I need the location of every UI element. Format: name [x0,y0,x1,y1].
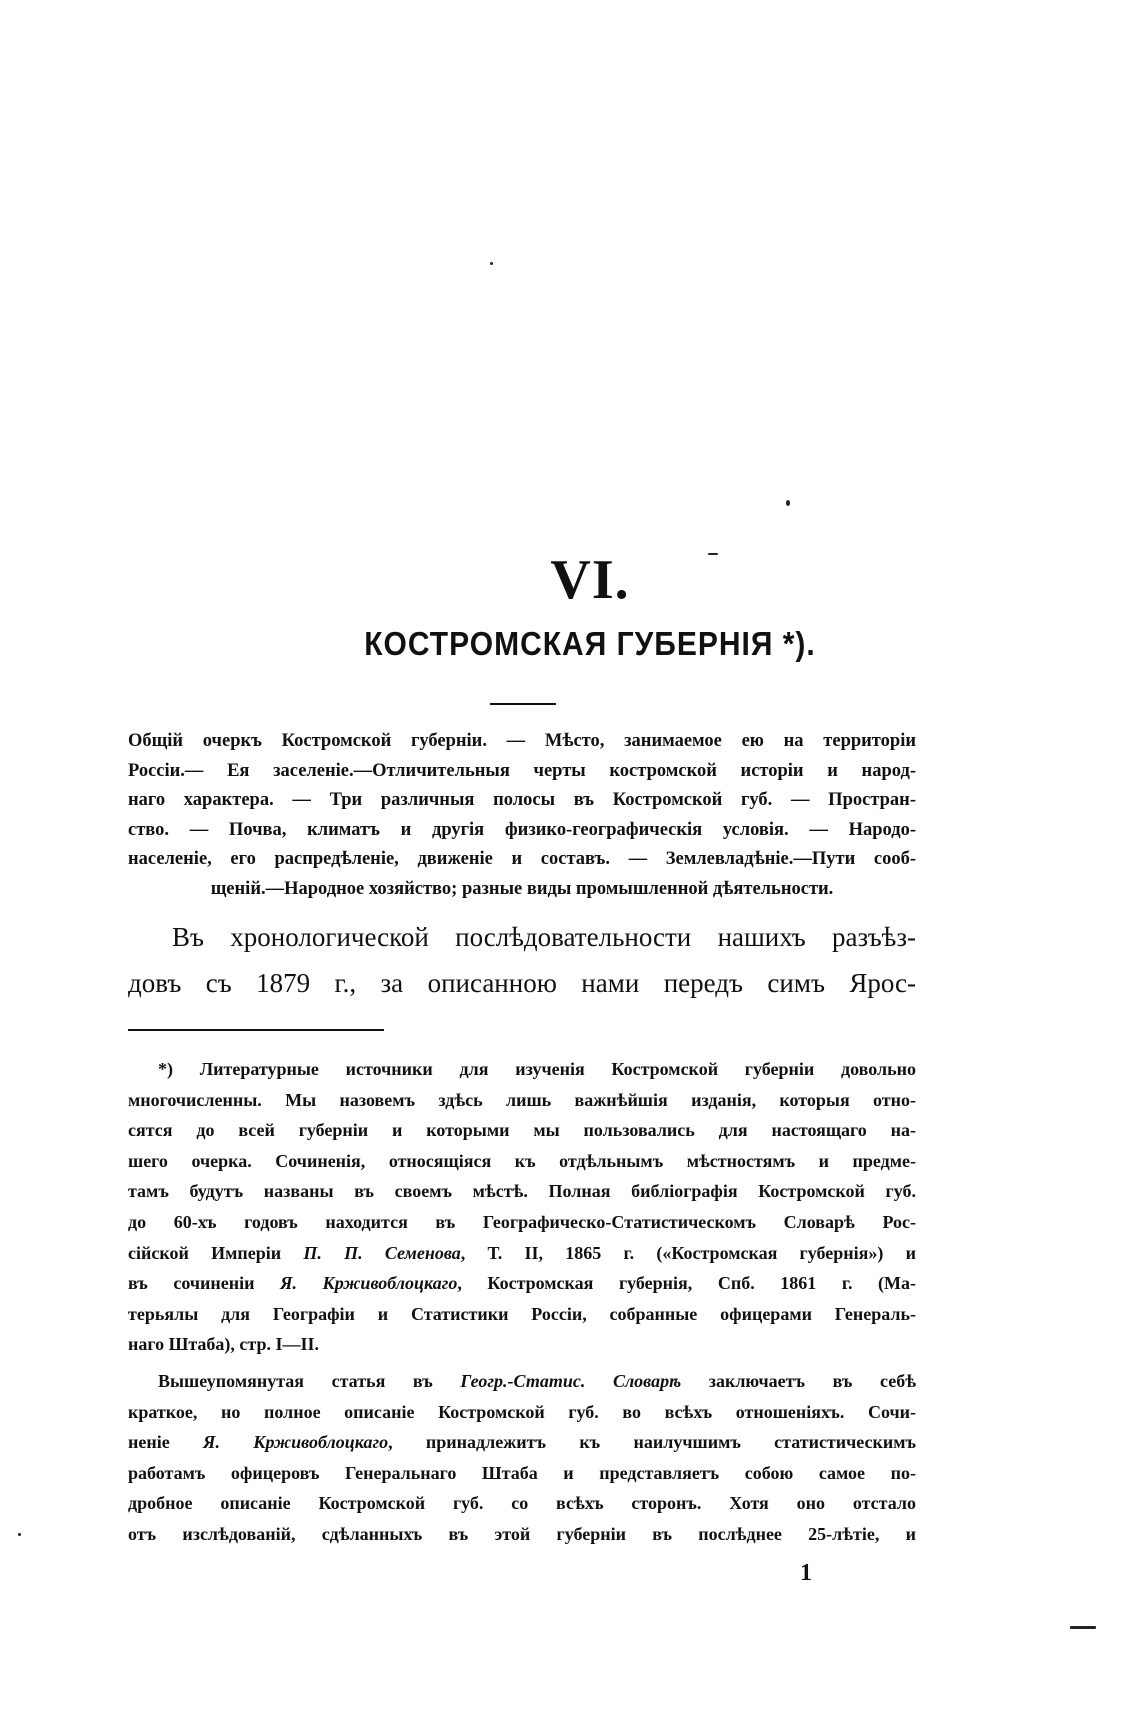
footnote-text: въ сочиненіи [128,1273,281,1294]
synopsis-line: наго характера. — Три различныя полосы въ Костромской губ. — Простран- [128,790,916,811]
work-title: Геогр.-Статис. Словарѣ [460,1370,682,1391]
footnote-text: заключаетъ въ себѣ [681,1370,916,1391]
footnote-divider [128,1029,384,1031]
footnote-line [128,1268,916,1299]
title-divider [490,703,556,705]
author-name: Я. Крживоблоцкаго [280,1273,458,1294]
footnote-line: краткое, но полное описаніе Костромской губ. во всѣхъ отношеніяхъ. Сочи- [128,1401,916,1422]
footnote-line: до 60-хъ годовъ находится въ Географическо-Статистическомъ Словарѣ Рос- [128,1211,916,1232]
footnote-line: дробное описаніе Костромской губ. со всѣхъ сторонъ. Хотя оно отстало [128,1493,916,1514]
scan-speck [786,500,790,506]
scan-speck [490,262,493,265]
footnote-text: , принадлежитъ къ наилучшимъ статистическимъ [388,1432,916,1453]
synopsis-line: ство. — Почва, климатъ и другія физико-географическія условія. — Народо- [128,819,916,840]
author-name: П. П. Семенова [303,1242,461,1263]
footnote-text: Вышеупомянутая статья въ [158,1370,461,1391]
chapter-number: VI. [550,549,630,611]
body-paragraph [128,914,916,1006]
footnote-line: наго Штаба), стр. I—II. [128,1334,319,1355]
body-line: довъ съ 1879 г., за описанною нами передъ симъ Ярос- [128,968,916,998]
footnote-line: многочисленны. Мы назовемъ здѣсь лишь важнѣйшія изданія, которыя отно- [128,1089,916,1110]
synopsis-line: Россіи.— Ея заселеніе.—Отличительныя черты костромской исторіи и народ- [128,760,916,781]
synopsis-line: щеній.—Народное хозяйство; разные виды промышленной дѣятельности. [210,878,834,899]
page-number: 1 [800,1560,812,1586]
footnote-text: , Т. II, 1865 г. («Костромская губернія») и [460,1242,916,1263]
footnote-line: работамъ офицеровъ Генеральнаго Штаба и представляетъ собою самое по- [128,1462,916,1483]
synopsis-line: населеніе, его распредѣленіе, движеніе и составъ. — Землевладѣніе.—Пути сооб- [128,849,916,870]
chapter-synopsis [128,727,916,905]
synopsis-line: Общій очеркъ Костромской губерніи. — Мѣсто, занимаемое ею на территоріи [128,731,916,751]
footnote-line: терьялы для Географіи и Статистики Россіи, собранные офицерами Генераль- [128,1303,916,1324]
footnote-line: сятся до всей губерніи и которыми мы пользовались для настоящаго на- [128,1120,916,1141]
footnote-line: шего очерка. Сочиненія, относящіяся къ отдѣльнымъ мѣстностямъ и предме- [128,1150,916,1171]
scan-speck [18,1533,21,1536]
footnote-text: неніе [128,1432,204,1453]
body-line: Въ хронологической послѣдовательности нашихъ разъѣз- [172,922,916,952]
footnote-line [128,1238,916,1269]
footnote-line: отъ изслѣдованій, сдѣланныхъ въ этой губерніи въ послѣднее 25-лѣтіе, и [128,1523,916,1544]
footnote-line: тамъ будутъ названы въ своемъ мѣстѣ. Полная библіографія Костромской губ. [128,1181,916,1202]
footnote-line [128,1427,916,1458]
footnotes [128,1054,916,1550]
footnote-text: , Костромская губернія, Спб. 1861 г. (Ма- [457,1273,917,1294]
author-name: Я. Крживоблоцкаго [203,1432,389,1453]
footnote-text: сійской Имперіи [128,1242,304,1263]
footnote-line: *) Литературные источники для изученія Костромской губерніи довольно [158,1059,916,1079]
footnote-line [128,1366,916,1397]
chapter-title: КОСТРОМСКАЯ ГУБЕРНІЯ *). [364,625,816,663]
scan-speck [1070,1626,1096,1629]
